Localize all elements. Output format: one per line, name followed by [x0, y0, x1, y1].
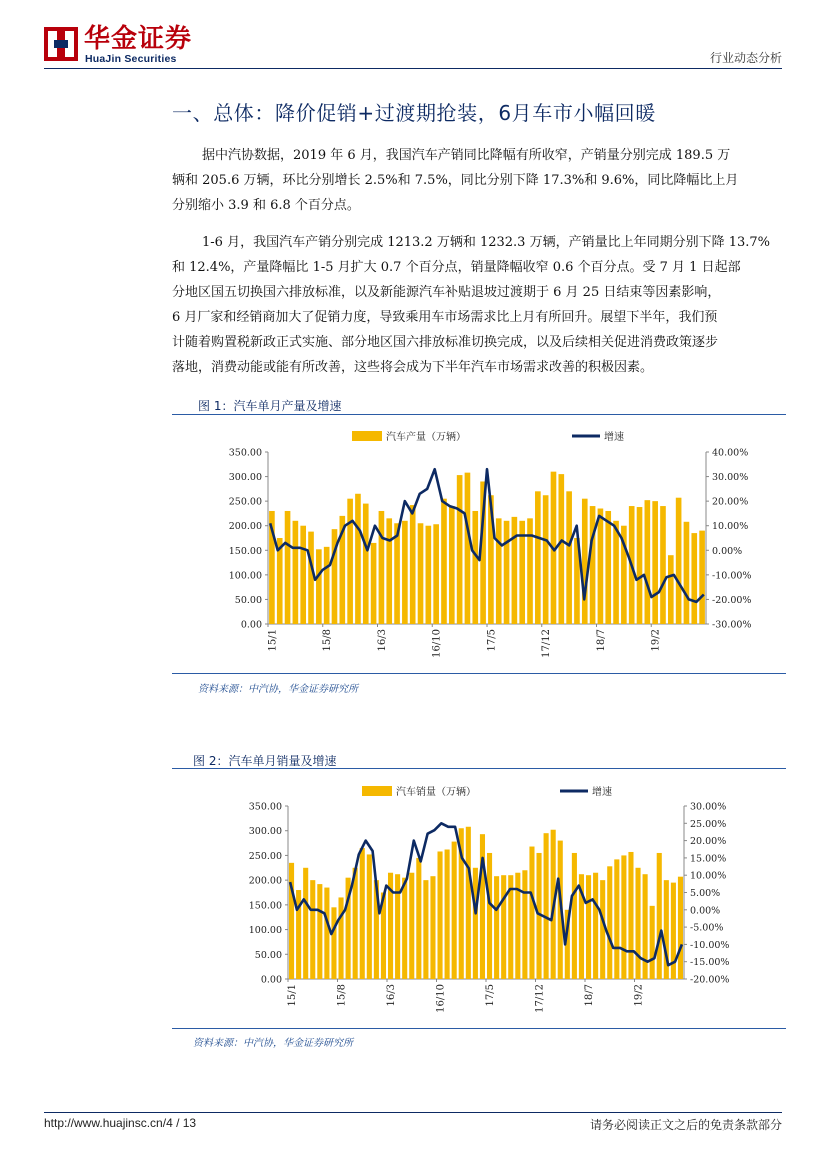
bar	[637, 507, 643, 624]
bar	[605, 511, 611, 624]
x-tick-label: 16/10	[431, 629, 443, 658]
bar	[410, 505, 416, 624]
bar	[613, 521, 619, 624]
left-tick-label: 0.00	[240, 619, 262, 631]
right-tick-label: 30.00%	[690, 801, 727, 813]
bar	[355, 494, 361, 624]
bar	[466, 827, 471, 979]
bar	[586, 875, 591, 979]
right-tick-label: -5.00%	[690, 922, 724, 934]
bar	[678, 877, 683, 979]
paragraph-line: 分地区国五切换国六排放标准，以及新能源汽车补贴退坡过渡期于 6 月 25 日结束等因素影响，	[172, 285, 721, 300]
bar	[324, 888, 329, 979]
right-tick-label: -10.00%	[690, 939, 730, 951]
bar	[445, 849, 450, 979]
bar	[363, 504, 369, 624]
left-tick-label: 150.00	[248, 900, 282, 912]
bar	[607, 866, 612, 979]
bar	[582, 499, 588, 624]
right-tick-label: -20.00%	[690, 974, 730, 986]
right-tick-label: 30.00%	[712, 472, 749, 484]
bar	[501, 875, 506, 979]
sales-chart	[172, 774, 786, 1024]
legend-bar-swatch	[352, 431, 382, 441]
bar	[465, 473, 471, 624]
left-tick-label: 300.00	[228, 472, 262, 484]
left-tick-label: 300.00	[248, 826, 282, 838]
bar	[303, 868, 308, 979]
paragraph-1	[172, 143, 793, 218]
bar	[457, 475, 463, 624]
figure-1-top-rule	[172, 414, 786, 415]
right-tick-label: 25.00%	[690, 818, 727, 830]
chart-legend	[362, 785, 612, 798]
bar	[289, 863, 294, 979]
bar	[452, 842, 457, 979]
left-tick-label: 150.00	[228, 545, 262, 557]
bar	[473, 868, 478, 979]
right-tick-label: -20.00%	[712, 594, 752, 606]
right-tick-label: 40.00%	[712, 447, 749, 459]
bar	[657, 853, 662, 979]
bar	[544, 833, 549, 979]
right-tick-label: 10.00%	[712, 521, 749, 533]
bar	[527, 518, 533, 624]
figure-1-title: 图 1：汽车单月产量及增速	[198, 399, 342, 413]
chart-legend	[352, 430, 624, 443]
left-tick-label: 100.00	[248, 925, 282, 937]
x-tick-label: 15/1	[287, 984, 299, 1007]
bar	[418, 523, 424, 624]
bar	[593, 873, 598, 979]
legend-bar-label: 汽车产量（万辆）	[386, 432, 466, 443]
bar	[395, 874, 400, 979]
x-tick-label: 17/12	[534, 984, 546, 1013]
bar	[504, 521, 510, 624]
bar	[423, 880, 428, 979]
figure-2-top-rule	[172, 768, 786, 769]
paragraph-line: 和 12.4%，产量降幅比 1-5 月扩大 0.7 个百分点，销量降幅收窄 0.6 个百分点。受 7 月 1 日起部	[172, 260, 741, 275]
x-tick-label: 15/1	[267, 629, 279, 652]
bar	[628, 852, 633, 979]
paragraph-line: 落地，消费动能或能有所改善，这些将会成为下半年汽车市场需求改善的积极因素。	[172, 360, 654, 375]
bar	[426, 526, 432, 624]
x-tick-label: 17/5	[486, 629, 498, 652]
legend-line-label: 增速	[592, 787, 612, 798]
bar	[614, 859, 619, 979]
x-tick-label: 17/12	[541, 629, 553, 658]
bar	[402, 521, 408, 624]
legend-bar-swatch	[362, 786, 392, 796]
bar	[324, 547, 330, 624]
production-chart	[172, 420, 786, 670]
x-tick-label: 18/7	[584, 984, 596, 1007]
right-tick-label: 15.00%	[690, 853, 727, 865]
x-tick-label: 19/2	[650, 629, 662, 652]
left-tick-label: 350.00	[248, 801, 282, 813]
bar	[338, 897, 343, 979]
bar	[293, 521, 299, 624]
right-tick-label: -15.00%	[690, 957, 730, 969]
bar	[416, 858, 421, 979]
bar	[699, 531, 705, 624]
bar	[621, 855, 626, 979]
x-tick-label: 16/3	[386, 984, 398, 1007]
bar	[487, 853, 492, 979]
x-tick-label: 16/10	[435, 984, 447, 1013]
bar	[643, 874, 648, 979]
website-link[interactable]: http://www.huajinsc.cn/	[44, 1116, 167, 1130]
left-tick-label: 350.00	[228, 447, 262, 459]
header-divider	[44, 68, 782, 69]
figure-2-bottom-rule	[172, 1028, 786, 1029]
footer-divider	[44, 1112, 782, 1113]
bar	[668, 555, 674, 624]
bar	[308, 532, 314, 624]
bar	[317, 884, 322, 979]
right-tick-label: 0.00%	[712, 545, 743, 557]
paragraph-line: 6 月厂家和经销商加大了促销力度，导致乘用车市场需求比上月有所回升。展望下半年，我们预	[172, 310, 718, 325]
page-number: 4 / 13	[166, 1116, 197, 1130]
bar	[590, 506, 596, 624]
huajin-logo-icon	[44, 27, 78, 61]
bar	[379, 511, 385, 624]
bar	[480, 834, 485, 979]
bar	[652, 501, 658, 624]
logo-english-name: HuaJin Securities	[85, 53, 177, 65]
paragraph-2	[172, 230, 793, 380]
paragraph-line: 计随着购置税新政正式实施、部分地区国六排放标准切换完成，以及后续相关促进消费政策逐步	[172, 335, 719, 350]
bar	[472, 511, 478, 624]
bar	[598, 509, 604, 624]
left-tick-label: 50.00	[234, 594, 262, 606]
left-tick-label: 200.00	[248, 875, 282, 887]
bar	[660, 506, 666, 624]
section-title: 一、总体：降价促销+过渡期抢装，6月车市小幅回暖	[172, 101, 656, 125]
bar	[572, 853, 577, 979]
bar	[300, 526, 306, 624]
bar	[684, 522, 690, 624]
bar	[676, 498, 682, 624]
report-type-label: 行业动态分析	[709, 51, 782, 65]
bar	[449, 506, 455, 624]
left-tick-label: 250.00	[248, 850, 282, 862]
right-tick-label: 10.00%	[690, 870, 727, 882]
figure-2-source: 资料来源：中汽协，华金证券研究所	[193, 1038, 353, 1049]
paragraph-line: 辆和 205.6 万辆，环比分别增长 2.5%和 7.5%，同比分别下降 17.3%和 9.6%，同比降幅比上月	[172, 173, 739, 188]
left-tick-label: 250.00	[228, 496, 262, 508]
paragraph-line: 分别缩小 3.9 和 6.8 个百分点。	[172, 198, 360, 213]
bar	[650, 906, 655, 979]
bar	[367, 854, 372, 979]
footer-url-page	[44, 1116, 196, 1130]
legend-bar-label: 汽车销量（万辆）	[396, 787, 476, 798]
bar	[430, 876, 435, 979]
left-tick-label: 100.00	[228, 570, 262, 582]
bar	[600, 880, 605, 979]
left-tick-label: 50.00	[254, 949, 282, 961]
right-tick-label: 0.00%	[690, 905, 721, 917]
bar	[402, 878, 407, 979]
bar	[331, 907, 336, 979]
bar	[360, 848, 365, 979]
bar	[496, 518, 502, 624]
x-tick-label: 15/8	[336, 984, 348, 1007]
bar	[512, 517, 518, 624]
left-tick-label: 200.00	[228, 521, 262, 533]
x-tick-label: 19/2	[633, 984, 645, 1007]
bar	[645, 500, 651, 624]
bar	[371, 543, 377, 624]
bar	[494, 876, 499, 979]
bar	[566, 491, 572, 624]
bar	[285, 511, 291, 624]
paragraph-line: 据中汽协数据，2019 年 6 月，我国汽车产销同比降幅有所收窄，产销量分别完成 189.5 万	[202, 148, 731, 163]
right-tick-label: -10.00%	[712, 570, 752, 582]
footer-disclaimer: 请务必阅读正文之后的免责条款部分	[589, 1118, 782, 1132]
right-tick-label: 5.00%	[690, 888, 721, 899]
bar	[347, 499, 353, 624]
right-tick-label: -30.00%	[712, 619, 752, 631]
bar	[543, 495, 549, 624]
bar	[535, 491, 541, 624]
bar	[522, 870, 527, 979]
x-tick-label: 18/7	[595, 629, 607, 652]
bar	[441, 499, 447, 624]
x-tick-label: 15/8	[322, 629, 334, 652]
legend-line-label: 增速	[604, 432, 624, 443]
bar	[437, 851, 442, 979]
bar	[310, 880, 315, 979]
bar	[386, 518, 392, 624]
bar	[316, 549, 322, 624]
bar	[635, 868, 640, 979]
bar	[529, 847, 534, 979]
right-tick-label: 20.00%	[690, 836, 727, 848]
x-tick-label: 17/5	[485, 984, 497, 1007]
logo-chinese-name: 华金证券	[84, 24, 193, 54]
paragraph-line: 1-6 月，我国汽车产销分别完成 1213.2 万辆和 1232.3 万辆，产销量比上年同期分别下降 13.7%	[202, 235, 771, 250]
figure-2-title: 图 2：汽车单月销量及增速	[193, 754, 337, 768]
right-tick-label: 20.00%	[712, 496, 749, 508]
figure-1-bottom-rule	[172, 673, 786, 674]
bar	[558, 474, 564, 624]
bar	[691, 533, 697, 624]
x-tick-label: 16/3	[376, 629, 388, 652]
left-tick-label: 0.00	[260, 974, 282, 986]
bar	[433, 524, 439, 624]
figure-1-source: 资料来源：中汽协，华金证券研究所	[198, 684, 358, 695]
bar	[409, 873, 414, 979]
